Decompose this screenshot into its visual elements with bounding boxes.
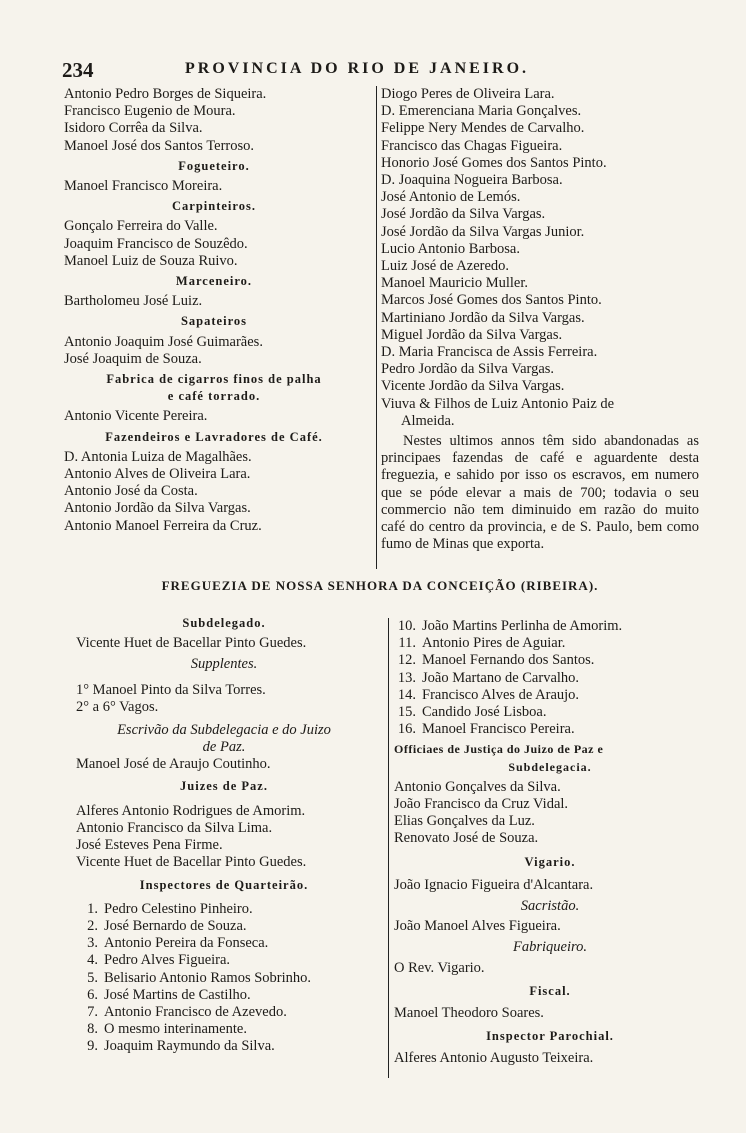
list-item: José Antonio de Lemós. bbox=[381, 189, 521, 206]
section-heading: Subdelegado. bbox=[182, 616, 266, 630]
section-heading: Fazendeiros e Lavradores de Café. bbox=[105, 429, 323, 444]
section-heading: Sacristão. bbox=[520, 898, 580, 915]
list-item: 2° a 6° Vagos. bbox=[76, 698, 159, 715]
list-item: D. Maria Francisca de Assis Ferreira. bbox=[381, 344, 598, 361]
column-divider bbox=[388, 618, 389, 1078]
list-item: Antonio Francisco da Silva Lima. bbox=[76, 820, 273, 837]
list-item: Renovato José de Souza. bbox=[394, 830, 539, 847]
list-item: 14. Francisco Alves de Araujo. bbox=[397, 686, 580, 703]
section-heading: Carpinteiros. bbox=[172, 199, 256, 214]
list-item: 9. Joaquim Raymundo da Silva. bbox=[87, 1038, 275, 1055]
list-item: Antonio Alves de Oliveira Lara. bbox=[64, 466, 251, 483]
list-item: 1. Pedro Celestino Pinheiro. bbox=[87, 900, 253, 917]
list-item: D. Emerenciana Maria Gonçalves. bbox=[381, 103, 582, 120]
list-item: Vicente Huet de Bacellar Pinto Guedes. bbox=[76, 635, 307, 652]
section-heading: Supplentes. bbox=[190, 656, 258, 673]
list-item: Gonçalo Ferreira do Valle. bbox=[64, 218, 218, 235]
section-heading: Fabriqueiro. bbox=[513, 939, 587, 956]
section-heading: Marceneiro. bbox=[175, 274, 253, 289]
list-item: Francisco Eugenio de Moura. bbox=[64, 103, 236, 120]
list-item: 11. Antonio Pires de Aguiar. bbox=[398, 635, 566, 652]
list-item: Isidoro Corrêa da Silva. bbox=[64, 120, 203, 137]
page-header bbox=[62, 58, 672, 80]
section-heading: Fiscal. bbox=[529, 983, 571, 998]
section-heading: Inspector Parochial. bbox=[486, 1029, 614, 1044]
list-item: Alferes Antonio Rodrigues de Amorim. bbox=[76, 802, 306, 819]
list-item: Antonio Manoel Ferreira da Cruz. bbox=[64, 517, 262, 534]
list-item: Diogo Peres de Oliveira Lara. bbox=[381, 86, 555, 102]
list-item: 12. Manoel Fernando dos Santos. bbox=[397, 652, 595, 669]
list-item: 5. Belisario Antonio Ramos Sobrinho. bbox=[87, 969, 312, 986]
running-title: PROVINCIA DO RIO DE JANEIRO. bbox=[185, 60, 530, 77]
list-item: Manoel Theodoro Soares. bbox=[394, 1005, 544, 1022]
list-item: José Jordão da Silva Vargas. bbox=[381, 206, 546, 223]
top-right-column bbox=[381, 86, 699, 553]
section-heading: Sapateiros bbox=[180, 314, 248, 329]
list-item: Elias Gonçalves da Luz. bbox=[394, 813, 535, 830]
list-item: 13. João Martano de Carvalho. bbox=[397, 669, 580, 686]
list-item: Miguel Jordão da Silva Vargas. bbox=[381, 326, 563, 343]
list-item: 1° Manoel Pinto da Silva Torres. bbox=[76, 681, 266, 698]
list-item: D. Antonia Luiza de Magalhães. bbox=[64, 448, 252, 465]
list-item: D. Joaquina Nogueira Barbosa. bbox=[381, 172, 563, 189]
list-item: 15. Candido José Lisboa. bbox=[397, 704, 547, 721]
list-item: João Manoel Alves Figueira. bbox=[394, 918, 561, 935]
list-item: João Francisco da Cruz Vidal. bbox=[394, 796, 569, 813]
list-item: Martiniano Jordão da Silva Vargas. bbox=[381, 309, 585, 326]
list-item: Almeida. bbox=[401, 412, 455, 429]
list-item: José Esteves Pena Firme. bbox=[76, 837, 223, 854]
list-item: Alferes Antonio Augusto Teixeira. bbox=[394, 1050, 594, 1067]
list-item: Antonio José da Costa. bbox=[64, 483, 198, 500]
list-item: José Jordão da Silva Vargas Junior. bbox=[381, 223, 585, 240]
list-item: Lucio Antonio Barbosa. bbox=[381, 240, 520, 257]
list-item: Francisco das Chagas Figueira. bbox=[381, 137, 563, 154]
section-heading: Fabrica de cigarros finos de palha bbox=[106, 372, 322, 387]
list-item: Viuva & Filhos de Luiz Antonio Paiz de bbox=[381, 395, 615, 412]
list-item: 3. Antonio Pereira da Fonseca. bbox=[87, 935, 269, 952]
section-title: FREGUEZIA DE NOSSA SENHORA DA CONCEIÇÃO (RIBEIRA). bbox=[161, 578, 599, 593]
section-heading: de Paz. bbox=[202, 739, 246, 756]
list-item: Vicente Jordão da Silva Vargas. bbox=[381, 378, 565, 395]
list-item: 16. Manoel Francisco Pereira. bbox=[397, 721, 575, 738]
page-number: 234 bbox=[62, 58, 94, 82]
column-divider bbox=[376, 86, 377, 569]
list-item: 2. José Bernardo de Souza. bbox=[87, 918, 247, 935]
list-item: Antonio Vicente Pereira. bbox=[64, 408, 208, 425]
list-item: José Joaquim de Souza. bbox=[64, 350, 202, 367]
list-item: Antonio Gonçalves da Silva. bbox=[394, 778, 561, 795]
list-item: Pedro Jordão da Silva Vargas. bbox=[381, 361, 555, 378]
list-item: Bartholomeu José Luiz. bbox=[64, 293, 203, 310]
list-item: Marcos José Gomes dos Santos Pinto. bbox=[381, 292, 602, 309]
list-item: Luiz José de Azeredo. bbox=[381, 258, 510, 275]
top-left-column bbox=[64, 86, 364, 535]
list-item: 6. José Martins de Castilho. bbox=[87, 986, 251, 1003]
commentary-paragraph: Nestes ultimos annos têm sido abandonadas as principaes fazendas de café e aguardente desta freguezia, e sahido por isso os escravos, em numero que se póde elevar a mais de 700; todavia o seu commercio não tem diminuido em razão do muito café do centro da provincia, e de S. Paulo, bem como fumo de Minas que exporta. bbox=[381, 433, 699, 553]
section-heading: Subdelegacia. bbox=[508, 759, 592, 774]
section-heading: Escrivão da Subdelegacia e do Juizo bbox=[117, 722, 331, 739]
section-heading: Inspectores de Quarteirão. bbox=[139, 877, 309, 892]
section-heading: Fogueteiro. bbox=[178, 158, 250, 173]
list-item: 8. O mesmo interinamente. bbox=[87, 1021, 247, 1038]
list-item: 10. João Martins Perlinha de Amorim. bbox=[397, 618, 623, 634]
bottom-left-column bbox=[76, 612, 372, 1056]
list-item: Manoel Francisco Moreira. bbox=[64, 178, 223, 195]
section-heading: Officiaes de Justiça do Juizo de Paz e bbox=[394, 742, 604, 757]
list-item: Joaquim Francisco de Souzêdo. bbox=[64, 235, 248, 252]
list-item: Felippe Nery Mendes de Carvalho. bbox=[381, 120, 585, 137]
list-item: Honorio José Gomes dos Santos Pinto. bbox=[381, 154, 607, 171]
list-item: Manoel José dos Santos Terroso. bbox=[64, 137, 255, 154]
list-item: Vicente Huet de Bacellar Pinto Guedes. bbox=[76, 854, 307, 871]
list-item: Manoel Luiz de Souza Ruivo. bbox=[64, 252, 238, 269]
list-item: 4. Pedro Alves Figueira. bbox=[87, 952, 231, 969]
section-heading: Vigario. bbox=[524, 854, 576, 869]
list-item: Antonio Joaquim José Guimarães. bbox=[64, 333, 263, 350]
list-item: Antonio Jordão da Silva Vargas. bbox=[64, 500, 251, 517]
list-item: Manoel José de Araujo Coutinho. bbox=[76, 756, 271, 773]
list-item: 7. Antonio Francisco de Azevedo. bbox=[87, 1004, 287, 1021]
list-item: Antonio Pedro Borges de Siqueira. bbox=[64, 86, 267, 102]
list-item: O Rev. Vigario. bbox=[394, 959, 485, 976]
bottom-right-column bbox=[394, 618, 706, 1068]
list-item: João Ignacio Figueira d'Alcantara. bbox=[394, 876, 594, 893]
list-item: Manoel Mauricio Muller. bbox=[381, 275, 528, 292]
section-heading: Juizes de Paz. bbox=[180, 778, 268, 793]
section-heading: e café torrado. bbox=[167, 389, 261, 404]
